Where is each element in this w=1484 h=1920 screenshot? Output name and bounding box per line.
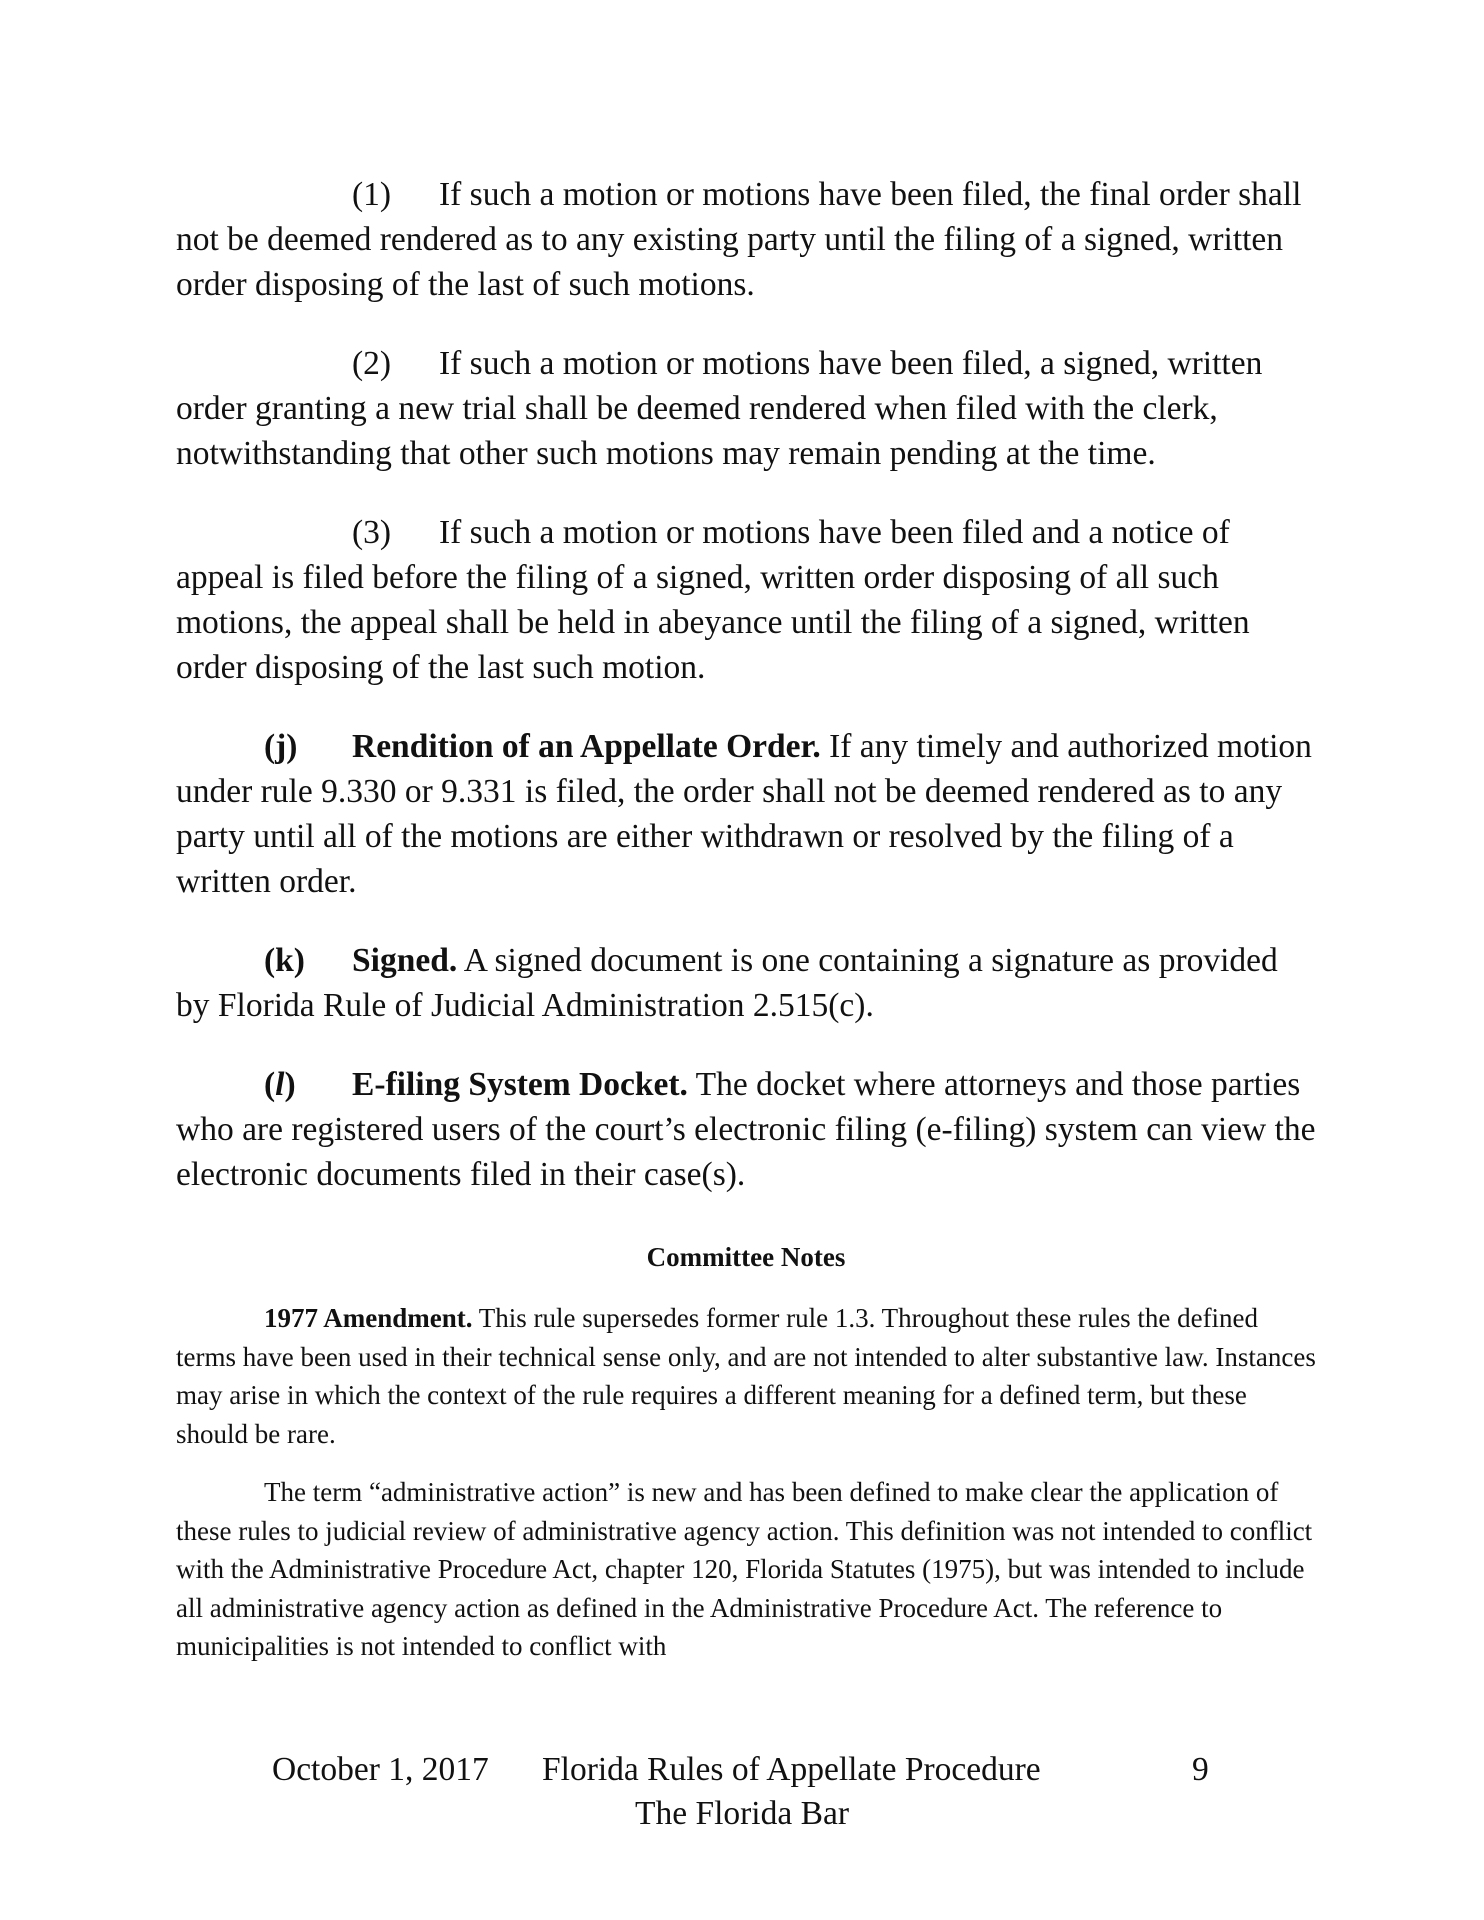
note-text: This rule supersedes former rule 1.3. Throughout these rules the defined terms have been used in their technical sense only, and are not intended to alter substantive law. Instances may arise in which the context of the rule requires a different meaning for a defined term, but these should be rare.: [176, 1303, 1316, 1449]
section-text: A signed document is one containing a signature as provided by Florida Rule of Judicial Administration 2.515(c).: [176, 942, 1278, 1024]
page-footer: [0, 1748, 1484, 1832]
section-text: If any timely and authorized motion under rule 9.330 or 9.331 is filed, the order shall not be deemed rendered as to any party until all of the motions are either withdrawn or resolved by the filing of a written order.: [176, 728, 1312, 900]
subparagraph-number: (3): [352, 514, 392, 551]
section-j: [176, 724, 1316, 904]
section-l: [176, 1062, 1316, 1197]
subparagraph-1: [176, 172, 1316, 307]
subparagraph-text: If such a motion or motions have been filed, a signed, written order granting a new trial shall be deemed rendered when filed with the clerk, notwithstanding that other such motions may remain pending at the time.: [176, 345, 1263, 472]
section-heading: Signed.: [352, 942, 458, 979]
subparagraph-3: [176, 510, 1316, 690]
note-lead: 1977 Amendment.: [264, 1303, 473, 1333]
footer-title: Florida Rules of Appellate Procedure: [542, 1751, 1041, 1788]
section-number: (j): [264, 728, 298, 765]
section-number: (l): [264, 1066, 296, 1103]
subparagraph-number: (2): [352, 345, 392, 382]
committee-note-administrative-action: [176, 1473, 1316, 1666]
committee-notes-title: Committee Notes: [646, 1242, 846, 1272]
section-text: The docket where attorneys and those parties who are registered users of the court’s electronic filing (e-filing) system can view the electronic documents filed in their case(s).: [176, 1066, 1316, 1193]
subparagraph-number: (1): [352, 176, 392, 213]
section-number: (k): [264, 942, 305, 979]
page-number: 9: [1192, 1751, 1209, 1788]
footer-date: October 1, 2017: [272, 1751, 489, 1788]
subparagraph-text: If such a motion or motions have been filed and a notice of appeal is filed before the filing of a signed, written order disposing of all such motions, the appeal shall be held in abeyance until the filing of a signed, written order disposing of the last such motion.: [176, 514, 1250, 686]
subparagraph-2: [176, 341, 1316, 476]
subparagraph-text: If such a motion or motions have been filed, the final order shall not be deemed rendered as to any existing party until the filing of a signed, written order disposing of the last of such motions.: [176, 176, 1302, 303]
committee-note-1977: [176, 1299, 1316, 1453]
section-k: [176, 938, 1316, 1028]
note-text: The term “administrative action” is new and has been defined to make clear the application of these rules to judicial review of administrative agency action. This definition was not intended to conflict with the Administrative Procedure Act, chapter 120, Florida Statutes (1975), but was intended to include all administrative agency action as defined in the Administrative Procedure Act. The reference to municipalities is not intended to conflict with: [176, 1477, 1313, 1661]
footer-publisher: The Florida Bar: [635, 1795, 849, 1832]
document-body: [176, 172, 1316, 1686]
section-heading: E-filing System Docket.: [352, 1066, 688, 1103]
section-heading: Rendition of an Appellate Order.: [352, 728, 821, 765]
